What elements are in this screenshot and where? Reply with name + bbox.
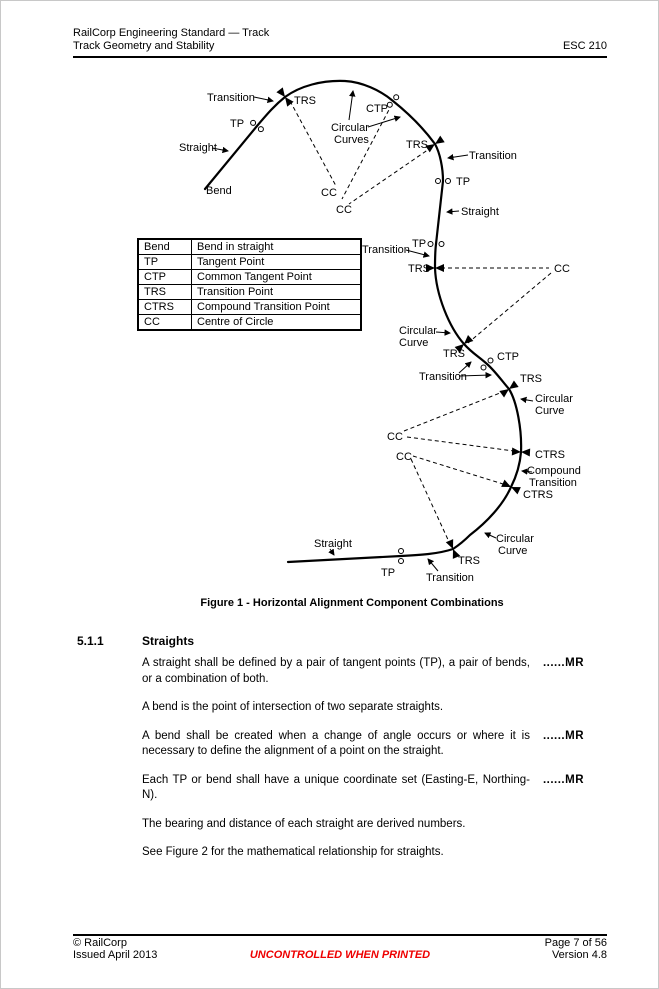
legend-abbr: Bend (138, 239, 192, 255)
label-cc: CC (396, 451, 412, 463)
paragraph (142, 700, 584, 716)
paragraph-text: Each TP or bend shall have a unique coordinate set (Easting-E, Northing-N). (142, 773, 530, 801)
label-transition: Transition (419, 371, 467, 383)
legend-meaning: Compound Transition Point (192, 300, 362, 315)
label-trs: TRS (294, 95, 316, 107)
legend-abbr: CC (138, 315, 192, 331)
section-title: Straights (142, 634, 195, 648)
ctrs-marker (501, 480, 521, 495)
label-ctp: CTP (366, 103, 388, 115)
section-body (142, 656, 584, 874)
label-curve: Curve (498, 545, 528, 557)
paragraph-text: A bend is the point of intersection of two separate straights. (142, 701, 444, 713)
label-transition: Transition (362, 244, 410, 256)
footer-copyright: © RailCorp (73, 937, 127, 949)
label-trs: TRS (408, 263, 430, 275)
paragraph (142, 845, 584, 861)
footer-issued: Issued April 2013 (73, 949, 158, 961)
legend-meaning: Transition Point (192, 285, 362, 300)
footer-right (545, 937, 607, 961)
label-ctrs: CTRS (523, 489, 553, 501)
legend-meaning: Common Tangent Point (192, 270, 362, 285)
mr-annotation: ......MR (542, 657, 584, 669)
footer-page-number: Page 7 of 56 (544, 937, 607, 949)
legend-meaning: Centre of Circle (192, 315, 362, 331)
label-tp: TP (230, 118, 245, 130)
paragraph-text: A bend shall be created when a change of angle occurs or where it is necessary to define the alignment of a point on the straight. (142, 729, 530, 757)
legend-abbr: TP (138, 255, 192, 270)
trs-marker (425, 136, 444, 153)
label-cc: CC (321, 187, 337, 199)
label-compound: Compound (527, 465, 581, 477)
paragraph-text: See Figure 2 for the mathematical relationship for straights. (142, 846, 444, 858)
table-row (138, 270, 361, 285)
label-transition: Transition (469, 150, 517, 162)
label-curves: Curves (334, 134, 369, 146)
legend-abbr: CTP (138, 270, 192, 285)
legend-abbr: CTRS (138, 300, 192, 315)
table-row (138, 239, 361, 255)
mr-annotation: ......MR (542, 773, 584, 786)
table-row (138, 315, 361, 331)
label-transition: Transition (426, 572, 474, 584)
label-tp: TP (412, 238, 427, 250)
label-straight: Straight (179, 142, 217, 154)
label-cc: CC (387, 431, 403, 443)
legend-abbr: TRS (138, 285, 192, 300)
footer-rule (73, 934, 607, 936)
label-transition: Transition (207, 92, 255, 104)
figure-caption: Figure 1 - Horizontal Alignment Component Combinations (200, 597, 504, 609)
label-circular: Circular (399, 325, 437, 337)
label-straight: Straight (461, 206, 499, 218)
paragraph-text: The bearing and distance of each straight are derived numbers. (142, 817, 466, 830)
table-row (138, 255, 361, 270)
label-cc: CC (336, 204, 352, 216)
label-trs: TRS (458, 555, 480, 567)
paragraph (142, 729, 584, 760)
label-leader-lines (212, 91, 533, 571)
label-circular: Circular (535, 393, 573, 405)
paragraph-text: A straight shall be defined by a pair of tangent points (TP), a pair of bends, or a combination of both. (142, 657, 530, 685)
label-cc: CC (554, 263, 570, 275)
label-tp: TP (456, 176, 471, 188)
label-trs: TRS (443, 348, 465, 360)
label-ctp: CTP (497, 351, 519, 363)
header-line1: RailCorp Engineering Standard — Track (73, 27, 270, 39)
table-row (138, 300, 361, 315)
label-trs: TRS (520, 373, 542, 385)
label-trs: TRS (406, 139, 428, 151)
paragraph (142, 817, 584, 833)
footer-watermark: UNCONTROLLED WHEN PRINTED (249, 949, 431, 961)
header-line2: Track Geometry and Stability (73, 40, 215, 52)
label-bend: Bend (206, 185, 232, 197)
label-transition: Transition (529, 477, 577, 489)
legend-table (137, 238, 362, 331)
paragraph (142, 656, 584, 687)
label-ctrs: CTRS (535, 449, 565, 461)
label-curve: Curve (399, 337, 429, 349)
section-number: 5.1.1 (77, 634, 104, 648)
paragraph (142, 773, 584, 804)
label-circular: Circular (496, 533, 534, 545)
trs-marker (499, 380, 518, 397)
label-straight: Straight (314, 538, 352, 550)
table-row (138, 285, 361, 300)
doc-code: ESC 210 (562, 40, 607, 52)
legend-meaning: Bend in straight (192, 239, 362, 255)
label-tp: TP (381, 567, 396, 579)
label-curve: Curve (535, 405, 565, 417)
mr-annotation: ......MR (542, 729, 584, 742)
label-circular: Circular (331, 122, 369, 134)
legend-meaning: Tangent Point (192, 255, 362, 270)
footer-version: Version 4.8 (551, 949, 607, 961)
diagram-labels (179, 92, 581, 584)
